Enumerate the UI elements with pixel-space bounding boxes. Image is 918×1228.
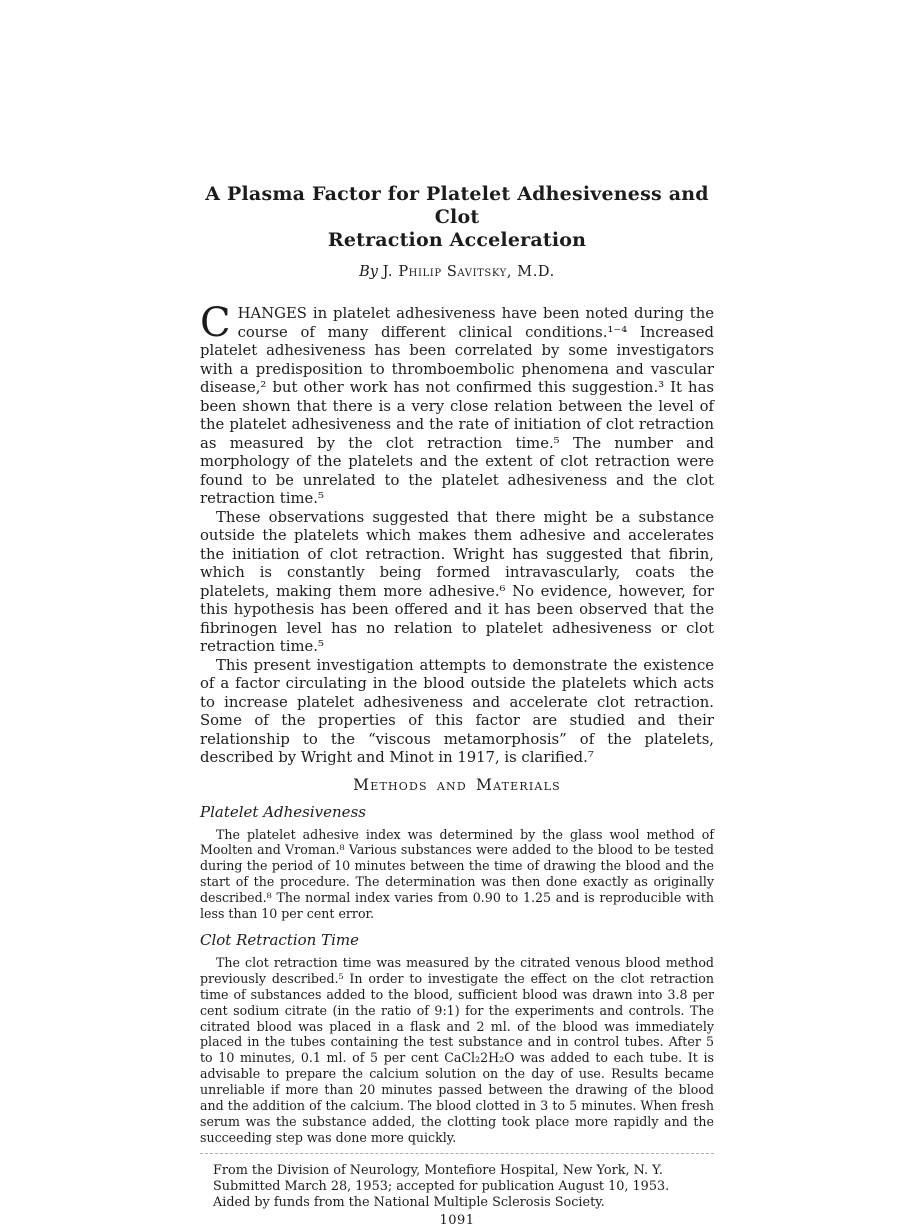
subsection-heading-platelet-adhesiveness: Platelet Adhesiveness — [200, 802, 366, 821]
footnote-separator-rule — [200, 1153, 714, 1154]
methods-paragraph-platelet-adhesiveness: The platelet adhesive index was determined by the glass wool method of Moolten and Vroman.⁸ Various substances were added to the blood to be tested during the period of 10 minutes between the time of drawing the blood and the start of the procedure. The determination was then done exactly as originally described.⁸ The normal index varies from 0.90 to 1.25 and is reproducible with less than 10 per cent error. — [200, 826, 714, 922]
article-title — [200, 183, 714, 252]
footnote-funding: Aided by funds from the National Multiple Sclerosis Society. — [213, 1195, 605, 1211]
article-body — [200, 300, 714, 768]
article-title-line2: Retraction Acceleration — [327, 229, 587, 251]
footnote-block — [200, 1163, 714, 1212]
methods-paragraph-clot-retraction-time: The clot retraction time was measured by the citrated venous blood method previously described.⁵ In order to investigate the effect on the clot retraction time of substances added to the blood, sufficient blood was drawn into 3.8 per cent sodium citrate (in the ratio of 9:1) for the experiments and controls. The citrated blood was placed in a flask and 2 ml. of the blood was immediately placed in the tubes containing the test substance and in control tubes. After 5 to 10 minutes, 0.1 ml. of 5 per cent CaCl₂2H₂O was added to each tube. It is advisable to prepare the calcium solution on the day of use. Results became unreliable if more than 20 minutes passed between the drawing of the blood and the addition of the calcium. The blood clotted in 3 to 5 minutes. When fresh serum was the substance added, the clotting took place more rapidly and the succeeding step was done more quickly. — [200, 954, 714, 1145]
subsection-heading-clot-retraction-time: Clot Retraction Time — [200, 930, 360, 949]
page-number: 1091 — [439, 1213, 475, 1228]
byline-by: By — [359, 264, 379, 280]
paragraph-1 — [200, 300, 714, 509]
byline-author: J. Philip Savitsky, M.D. — [382, 264, 555, 280]
article-title-line1: A Plasma Factor for Platelet Adhesiveness and Clot — [205, 183, 709, 228]
paragraph-2: These observations suggested that there might be a substance outside the platelets which makes them adhesive and accelerates the initiation of clot retraction. Wright has suggested that fibrin, which is constantly being formed intravascularly, coats the platelets, making them more adhesive.⁶ No evidence, however, for this hypothesis has been offered and it has been observed that the fibrinogen level has no relation to platelet adhesiveness or clot retraction time.⁵ — [200, 508, 714, 655]
paragraph-3: This present investigation attempts to demonstrate the existence of a factor circulating in the blood outside the platelets which acts to increase platelet adhesiveness and accelerate clot retraction. Some of the properties of this factor are studied and their relationship to the “viscous metamorphosis” of the platelets, described by Wright and Minot in 1917, is clarified.⁷ — [200, 656, 714, 766]
footnote-affiliation: From the Division of Neurology, Montefiore Hospital, New York, N. Y. — [213, 1162, 663, 1178]
paragraph-1-text: HANGES in platelet adhesiveness have been noted during the course of many different clinical conditions.¹⁻⁴ Increased platelet adhesiveness has been correlated by some investigators with a predisposition to thromboembolic phenomena and vascular disease,² but other work has not confirmed this suggestion.³ It has been shown that there is a very close relation between the level of the platelet adhesiveness and the rate of initiation of clot retraction as measured by the clot retraction time.⁵ The number and morphology of the platelets and the extent of clot retraction were found to be unrelated to the platelet adhesiveness and the clot retraction time.⁵ — [200, 305, 714, 507]
article-content — [200, 0, 714, 1228]
dropcap-initial: C — [200, 300, 231, 346]
byline — [200, 264, 714, 280]
section-heading-methods: Methods and Materials — [353, 775, 561, 794]
footnote-submission-dates: Submitted March 28, 1953; accepted for publication August 10, 1953. — [213, 1179, 670, 1195]
